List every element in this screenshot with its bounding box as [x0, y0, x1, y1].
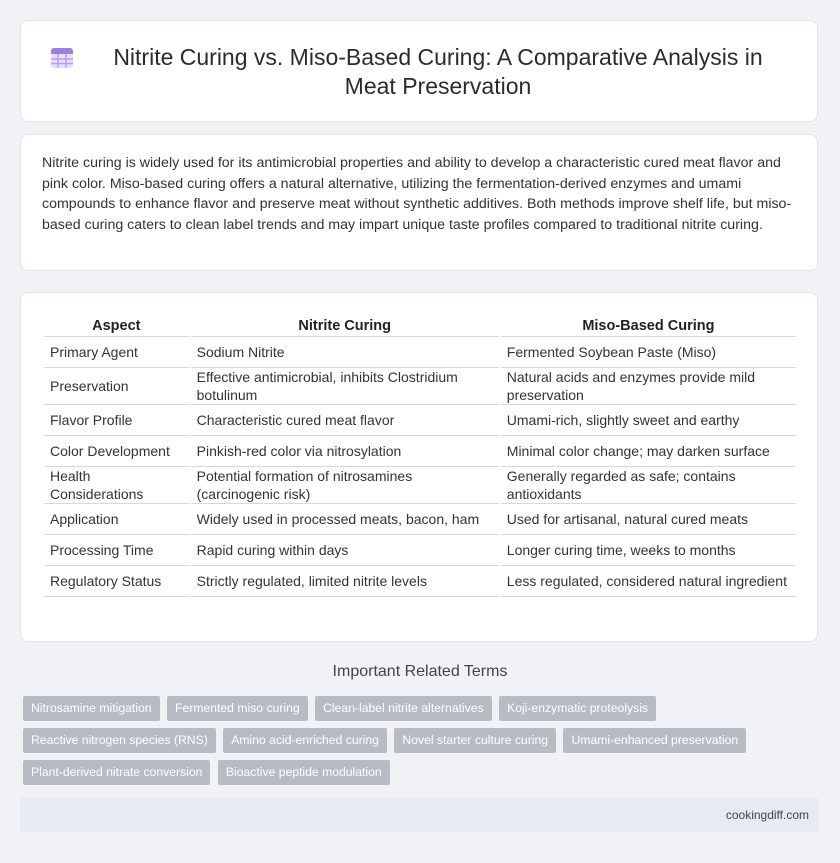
- table-cell: Primary Agent: [44, 337, 189, 368]
- comparison-table: [42, 315, 798, 597]
- header-nitrite: Nitrite Curing: [191, 315, 499, 337]
- table-row: [44, 566, 796, 597]
- term-tag[interactable]: Nitrosamine mitigation: [23, 696, 160, 721]
- header-aspect: Aspect: [44, 315, 189, 337]
- page-title: Nitrite Curing vs. Miso-Based Curing: A Comparative Analysis in Meat Preservation: [113, 44, 763, 99]
- table-cell: Widely used in processed meats, bacon, ham: [191, 504, 499, 535]
- summary-text: Nitrite curing is widely used for its antimicrobial properties and ability to develop a characteristic cured meat flavor and pink color. Miso-based curing offers a natural alternative, utilizing the fermentation-derived enzymes and umami compounds to enhance flavor and preserve meat without synthetic additives. Both methods improve shelf life, but miso-based curing caters to clean label trends and may impart unique taste profiles compared to traditional nitrite curing.: [42, 155, 792, 233]
- related-terms-list: [23, 696, 813, 792]
- term-tag[interactable]: Umami-enhanced preservation: [563, 728, 746, 753]
- table-cell: Natural acids and enzymes provide mild preservation: [501, 368, 796, 405]
- table-row: [44, 337, 796, 368]
- table-cell: Sodium Nitrite: [191, 337, 499, 368]
- term-tag[interactable]: Reactive nitrogen species (RNS): [23, 728, 216, 753]
- table-cell: Health Considerations: [44, 467, 189, 504]
- table-cell: Effective antimicrobial, inhibits Clostridium botulinum: [191, 368, 499, 405]
- table-row: [44, 504, 796, 535]
- term-tag[interactable]: Bioactive peptide modulation: [218, 760, 390, 785]
- table-cell: Pinkish-red color via nitrosylation: [191, 436, 499, 467]
- table-cell: Preservation: [44, 368, 189, 405]
- footer-site-link[interactable]: cookingdiff.com: [725, 808, 809, 822]
- related-terms-heading: Important Related Terms: [332, 663, 508, 680]
- table-row: [44, 436, 796, 467]
- term-tag[interactable]: Amino acid-enriched curing: [223, 728, 387, 753]
- table-cell: Rapid curing within days: [191, 535, 499, 566]
- term-tag[interactable]: Fermented miso curing: [167, 696, 308, 721]
- table-cell: Strictly regulated, limited nitrite levels: [191, 566, 499, 597]
- table-cell: Minimal color change; may darken surface: [501, 436, 796, 467]
- term-tag[interactable]: Koji-enzymatic proteolysis: [499, 696, 656, 721]
- footer: [20, 798, 818, 832]
- table-cell: Processing Time: [44, 535, 189, 566]
- table-cell: Less regulated, considered natural ingredient: [501, 566, 796, 597]
- table-cell: Color Development: [44, 436, 189, 467]
- table-row: [44, 405, 796, 436]
- table-row: [44, 368, 796, 405]
- summary-card: [20, 134, 818, 271]
- term-tag[interactable]: Novel starter culture curing: [394, 728, 556, 753]
- table-cell: Regulatory Status: [44, 566, 189, 597]
- table-cell: Application: [44, 504, 189, 535]
- comparison-card: [20, 292, 818, 642]
- table-icon: [50, 46, 74, 75]
- table-cell: Potential formation of nitrosamines (carcinogenic risk): [191, 467, 499, 504]
- table-cell: Characteristic cured meat flavor: [191, 405, 499, 436]
- table-cell: Used for artisanal, natural cured meats: [501, 504, 796, 535]
- table-row: [44, 467, 796, 504]
- table-header-row: [44, 315, 796, 337]
- title-card: [20, 20, 818, 122]
- table-cell: Flavor Profile: [44, 405, 189, 436]
- term-tag[interactable]: Plant-derived nitrate conversion: [23, 760, 210, 785]
- table-row: [44, 535, 796, 566]
- table-cell: Generally regarded as safe; contains antioxidants: [501, 467, 796, 504]
- header-miso: Miso-Based Curing: [501, 315, 796, 337]
- table-cell: Umami-rich, slightly sweet and earthy: [501, 405, 796, 436]
- table-cell: Fermented Soybean Paste (Miso): [501, 337, 796, 368]
- term-tag[interactable]: Clean-label nitrite alternatives: [315, 696, 492, 721]
- table-cell: Longer curing time, weeks to months: [501, 535, 796, 566]
